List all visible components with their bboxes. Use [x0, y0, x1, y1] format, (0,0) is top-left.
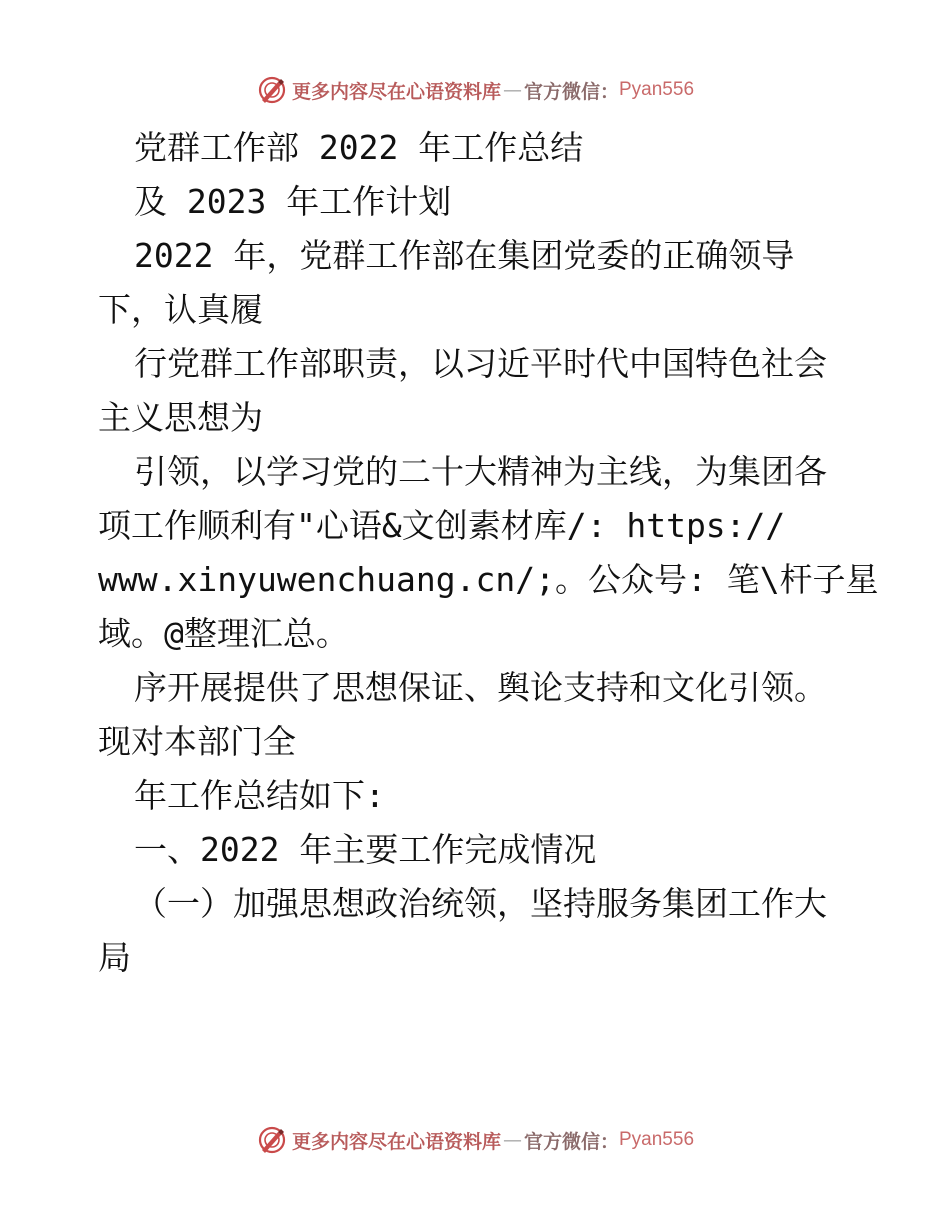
body-line: 引领，以学习党的二十大精神为主线，为集团各	[134, 452, 827, 491]
document-body	[98, 121, 898, 985]
footer-watermark-banner	[0, 1120, 950, 1160]
pen-logo-icon	[256, 1124, 288, 1156]
body-line: 一、2022 年主要工作完成情况	[134, 830, 597, 869]
body-line: 局	[98, 938, 131, 977]
body-line: 下，认真履	[98, 290, 263, 329]
body-line: 2022 年，党群工作部在集团党委的正确领导	[134, 236, 795, 275]
body-line: 年工作总结如下:	[134, 776, 385, 815]
body-line: 行党群工作部职责，以习近平时代中国特色社会	[134, 344, 827, 383]
header-watermark-banner	[0, 70, 950, 110]
banner-wechat-label: 官方微信：	[523, 1130, 619, 1153]
banner-wechat-label: 官方微信：	[523, 80, 619, 103]
banner-wechat-handle: Pyan556	[619, 1129, 695, 1150]
body-line: （一）加强思想政治统领，坚持服务集团工作大	[134, 884, 827, 923]
pen-logo-icon	[256, 74, 288, 106]
banner-dash: —	[502, 1129, 522, 1151]
body-line: 项工作顺利有"心语&文创素材库/: https://	[98, 506, 786, 545]
body-line: 主义思想为	[98, 398, 263, 437]
body-line: 域。@整理汇总。	[98, 614, 349, 653]
body-line: www.xinyuwenchuang.cn/;。公众号: 笔\杆子星	[98, 560, 879, 599]
body-line: 序开展提供了思想保证、舆论支持和文化引领。	[134, 668, 827, 707]
body-line: 及 2023 年工作计划	[134, 182, 452, 221]
banner-wechat-handle: Pyan556	[619, 79, 695, 100]
body-line: 现对本部门全	[98, 722, 296, 761]
banner-dash: —	[502, 79, 522, 101]
banner-main-text: 更多内容尽在心语资料库	[291, 1130, 501, 1153]
body-line: 党群工作部 2022 年工作总结	[134, 128, 584, 167]
banner-main-text: 更多内容尽在心语资料库	[291, 80, 501, 103]
